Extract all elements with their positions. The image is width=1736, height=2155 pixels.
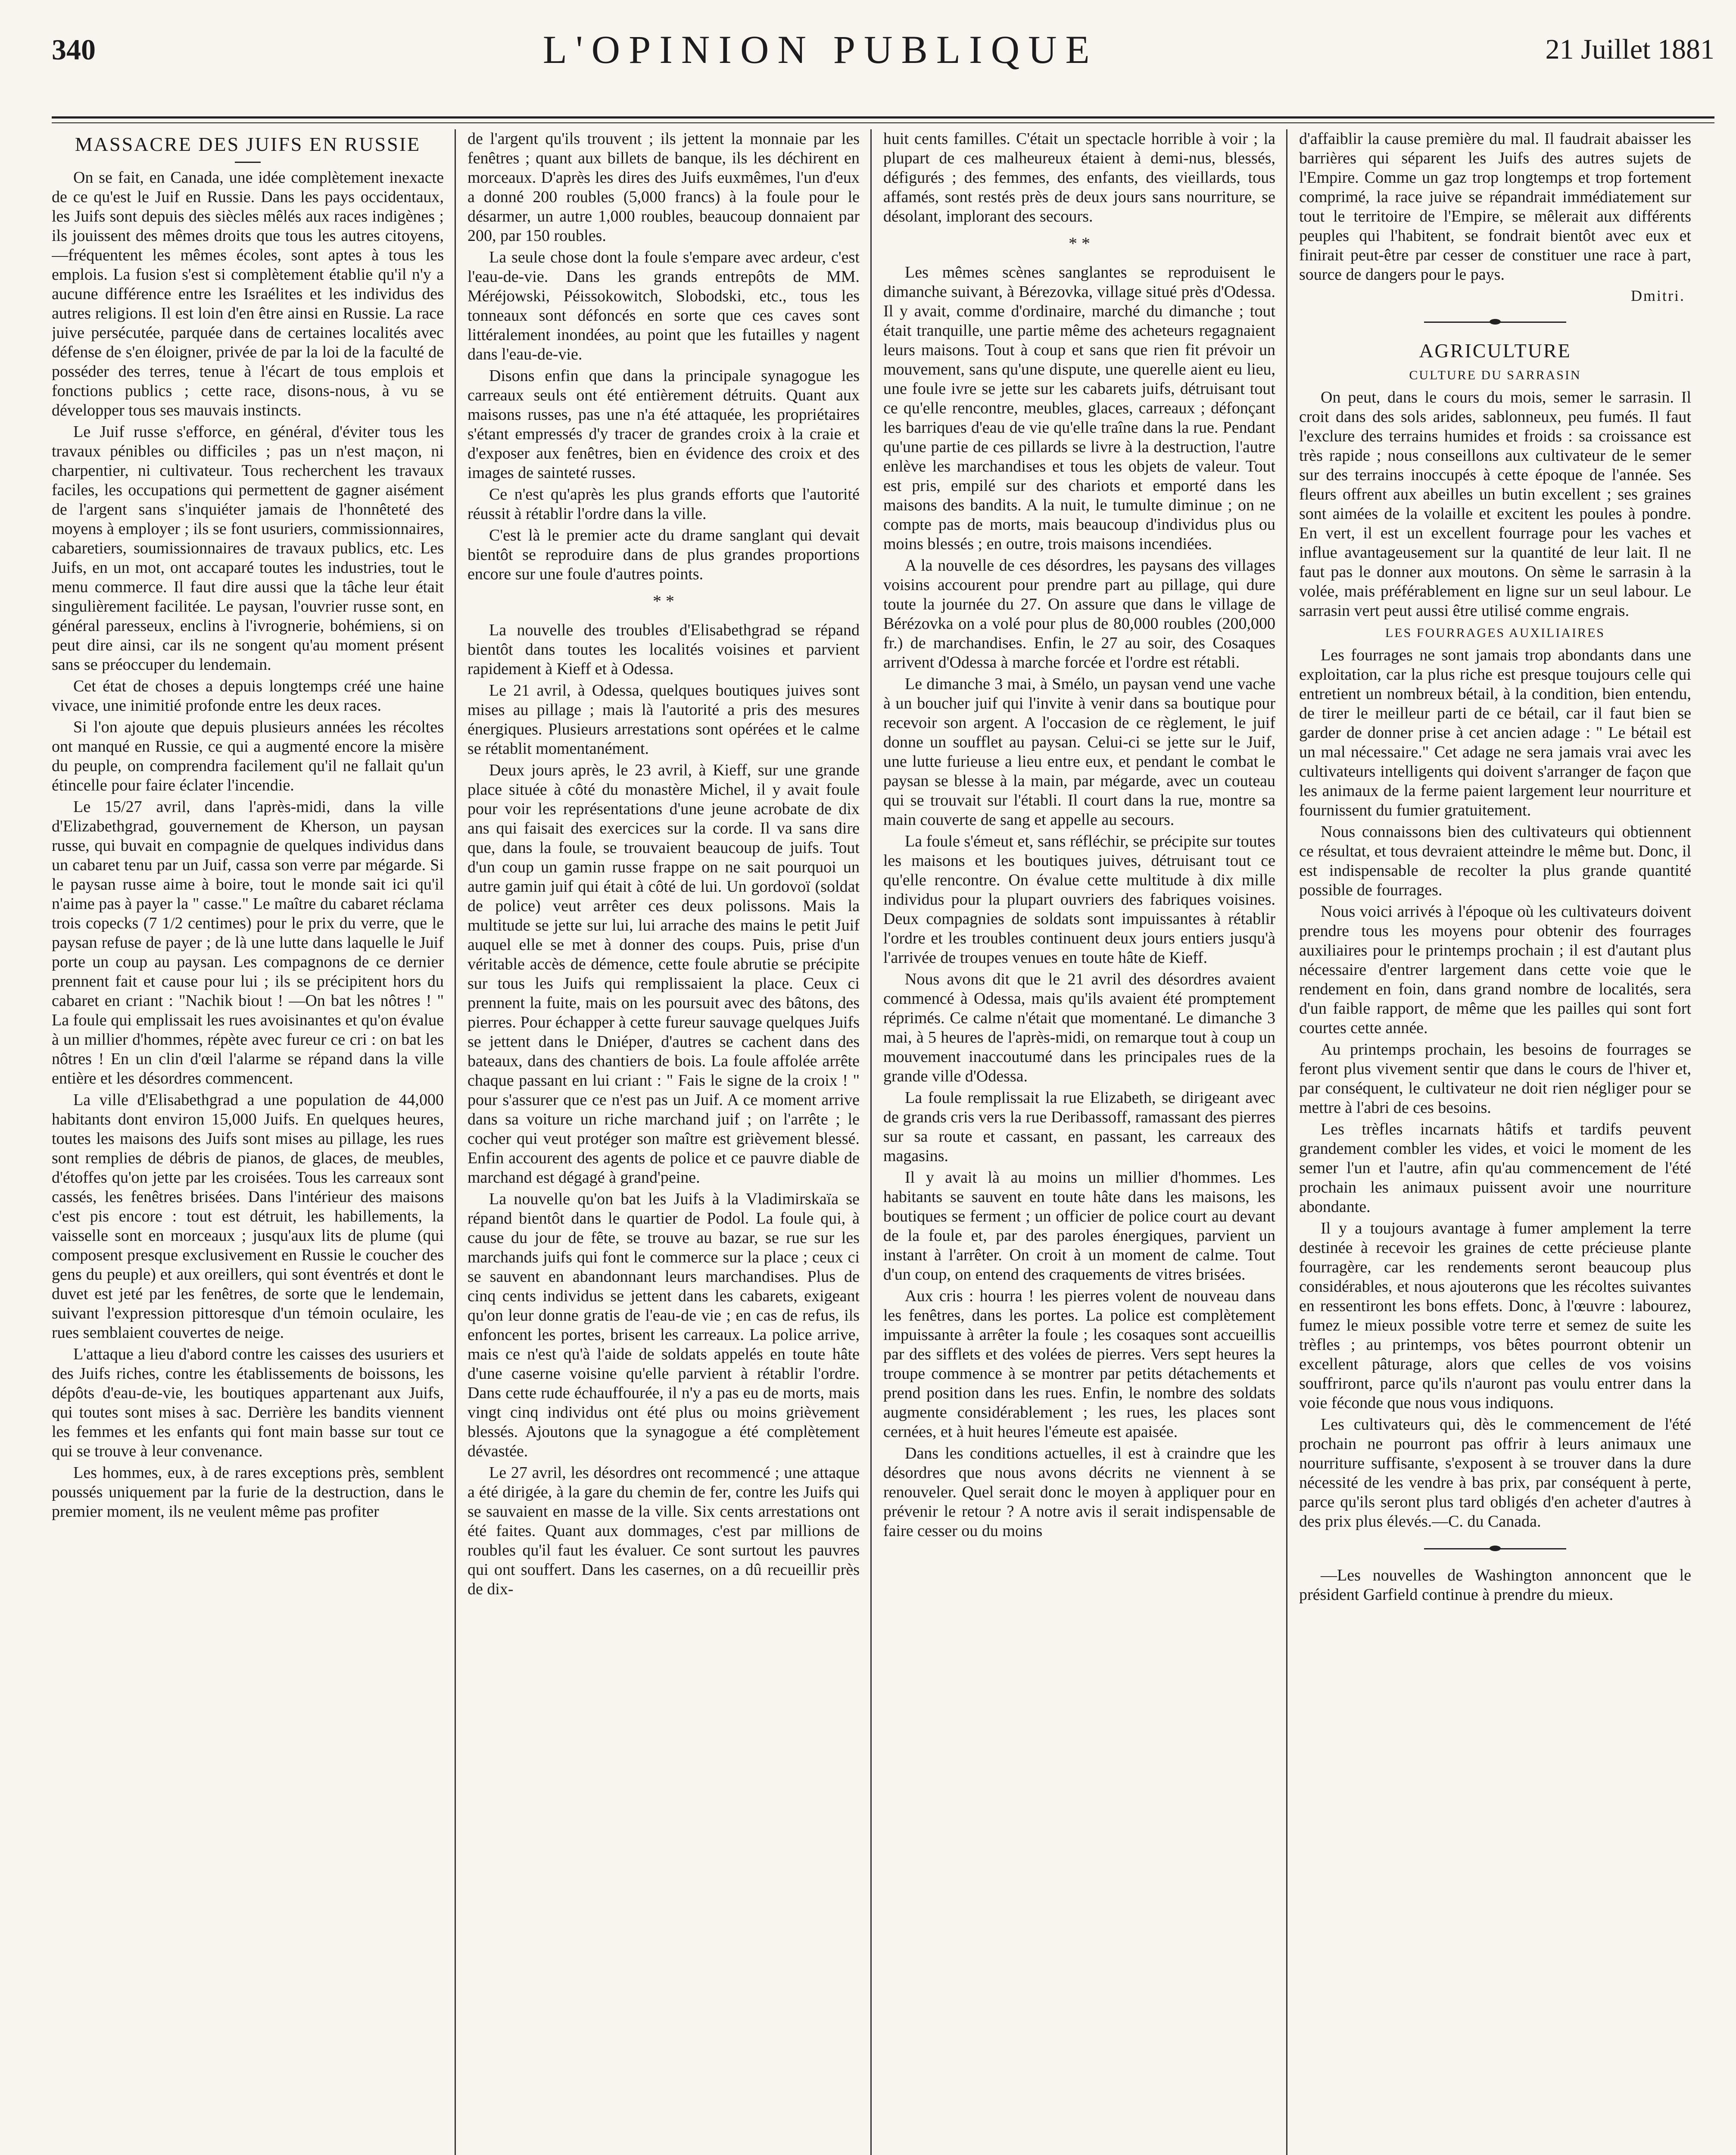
section-ornament <box>1424 318 1566 326</box>
issue-date: 21 Juillet 1881 <box>1545 34 1714 65</box>
article-heading: MASSACRE DES JUIFS EN RUSSIE <box>75 133 421 155</box>
paragraph: Deux jours après, le 23 avril, à Kieff, sur une grande place située à côté du monastère Michel, il y avait foule pour voir les représentations d'une jeune acrobate de dix ans qui faisait des exercices sur la corde. Il va sans dire que, dans la foule, se trouvaient beaucoup de juifs. Tout d'un coup un gamin russe frappe on ne sait pourquoi un autre gamin juif qui était à côté de lui. Un gordovoï (soldat de police) veut arrêter ces deux polissons. Mais la multitude se jette sur lui, lui arrache des mains le petit Juif auquel elle se met à donner des coups. Puis, prise d'un véritable accès de démence, cette foule abrutie se précipite sur tous les Juifs qui remplissaient la place. Ceux ci prennent la fuite, mais on les poursuit avec des bâtons, des pierres. Pour échapper à cette fureur sauvage quelques Juifs se jettent dans le Dniéper, d'autres se cachent dans des bateaux, dans des chantiers de bois. La foule affolée arrête chaque passant en lui criant : " Fais le signe de la croix ! " pour s'assurer que ce n'est pas un Juif. A ce moment arrive dans sa voiture un riche marchand juif ; on l'arrête ; le cocher qui veut protéger son maître est grièvement blessé. Enfin accourent des agents de police et ce pauvre diable de marchand est dégagé à grand'peine. <box>468 761 860 1187</box>
column-rule <box>870 129 872 2155</box>
section-ornament <box>1424 1544 1566 1553</box>
author-signature: Dmitri. <box>1631 287 1685 304</box>
column-2 <box>468 129 860 2155</box>
page-number: 340 <box>52 33 96 66</box>
paragraph: Dans les conditions actuelles, il est à craindre que les désordres que nous avons décrits ne viennent à se renouveler. Quel serait donc le moyen à appliquer pour en prévenir le retour ? A notre avis il serait indispensable de faire cesser ou du moins <box>883 1444 1275 1540</box>
heading-dash <box>235 162 261 163</box>
paragraph: d'affaiblir la cause première du mal. Il faudrait abaisser les barrières qui séparent les Juifs des autres sujets de l'Empire. Comme un gaz trop longtemps et trop fortement comprimé, la race juive se répandrait immédiatement sur tout le territoire de l'Empire, se mêlerait aux différents peuples qui l'habitent, se fondrait bientôt avec eux et finirait peut-être par cesser de constituer une race à part, source de dangers pour le pays. <box>1299 130 1691 284</box>
paragraph: Au printemps prochain, les besoins de fourrages se feront plus vivement sentir que dans le cours de l'hiver et, par conséquent, le cultivateur ne doit rien négliger pour se mettre à l'abri de ces besoins. <box>1299 1040 1691 1117</box>
paragraph: Nous connaissons bien des cultivateurs qui obtiennent ce résultat, et tous devraient atteindre le même but. Donc, il est indispensable de recolter la plus grande quantité possible de fourrages. <box>1299 823 1691 899</box>
columns <box>52 129 1714 2155</box>
paragraph: Nous voici arrivés à l'époque où les cultivateurs doivent prendre tous les moyens pour obtenir des fourrages auxiliaires pour le printemps prochain ; il est d'autant plus nécessaire d'entrer largement dans cette voie que le rendement en foin, dans grand nombre de localités, sera d'un faible rapport, de même que les pailles qui sont fort courtes cette année. <box>1299 903 1691 1037</box>
paragraph: huit cents familles. C'était un spectacle horrible à voir ; la plupart de ces malheureux étaient à demi-nus, blessés, défigurés ; des femmes, des enfants, des vieillards, tous affamés, sont restés près de deux jours sans nourriture, se désolant, implorant des secours. <box>883 130 1275 225</box>
paragraph: On se fait, en Canada, une idée complètement inexacte de ce qu'est le Juif en Russie. Dans les pays occidentaux, les Juifs sont depuis des siècles mêlés aux races indigènes ; ils jouissent des mêmes droits que tous les autres citoyens,—fréquentent les mêmes écoles, sont aptes à tous les emplois. La fusion s'est si complètement établie qu'il n'y a aucune différence entre les Israélites et les individus des autres religions. Il est loin d'en être ainsi en Russie. La race juive persécutée, parquée dans de certaines localités avec défense de s'en éloigner, privée de par la loi de la faculté de posséder des terres, tenue à l'écart de tous emplois et fonctions publics ; cette race, disons-nous, à vu se développer tous ses mauvais instincts. <box>52 169 444 419</box>
paragraph: Cet état de choses a depuis longtemps créé une haine vivace, une inimitié profonde entre les deux races. <box>52 677 444 715</box>
paragraph: Le 21 avril, à Odessa, quelques boutiques juives sont mises au pillage ; mais là l'autorité a pris des mesures énergiques. Plusieurs arrestations sont opérées et le calme se rétablit momentanément. <box>468 681 860 758</box>
paragraph: Il y a toujours avantage à fumer amplement la terre destinée à recevoir les graines de cette précieuse plante fourragère, car les rendements seront beaucoup plus considérables, et nous ajouterons que les récoltes suivantes en ressentiront les bons effets. Donc, à l'œuvre : labourez, fumez le mieux possible votre terre et semez de suite les trèfles ; au printemps, vos bêtes pourront obtenir un excellent pâturage, alors que celles de vos voisins souffriront, parce qu'ils n'auront pas voulu entrer dans la voie féconde que nous vous indiquons. <box>1299 1219 1691 1412</box>
paragraph: Il y avait là au moins un millier d'hommes. Les habitants se sauvent en toute hâte dans les maisons, les boutiques se ferment ; un officier de police court au devant de la foule et, par des paroles énergiques, parvient un instant à l'arrêter. On croit à un moment de calme. Tout d'un coup, on entend des craquements de vitres brisées. <box>883 1168 1275 1284</box>
paragraph: Le 15/27 avril, dans l'après-midi, dans la ville d'Elizabethgrad, gouvernement de Kherson, un paysan russe, qui buvait en compagnie de quelques individus dans un cabaret tenu par un Juif, cassa son verre par mégarde. Si le paysan russe aime à boire, tout le monde sait ici qu'il n'aime pas à payer la " casse." Le maître du cabaret réclama trois copecks (7 1/2 centimes) pour le prix du verre, que le paysan refuse de payer ; de là une lutte dans laquelle le Juif porte un coup au paysan. Les compagnons de ce dernier prennent fait et cause pour lui ; ils se précipitent hors du cabaret en criant : "Nachik biout ! —On bat les nôtres ! " La foule qui emplissait les rues avoisinantes et qu'on évalue à un millier d'hommes, répète avec fureur ce cri : on bat les nôtres ! En un clin d'œil l'alarme se répand dans la ville entière et les désordres commencent. <box>52 798 444 1087</box>
paragraph: La foule s'émeut et, sans réfléchir, se précipite sur toutes les maisons et les boutiques juives, détruisant tout ce qu'elle rencontre. On évalue cette multitude à dix mille individus pour la plupart ouvriers des fabriques voisines. Deux compagnies de soldats sont impuissantes à rétablir l'ordre et les troubles continuent deux jours entiers jusqu'à l'arrivée de troupes venues en toute hâte de Kieff. <box>883 832 1275 967</box>
masthead <box>52 24 1714 75</box>
column-1 <box>52 129 444 2155</box>
masthead-rule <box>52 116 1714 119</box>
article-subheading: CULTURE DU SARRASIN <box>1409 368 1581 382</box>
paragraph: Les hommes, eux, à de rares exceptions près, semblent poussés uniquement par la furie de la destruction, dans le premier moment, ils ne veulent même pas profiter <box>52 1464 444 1521</box>
paragraph: Les trèfles incarnats hâtifs et tardifs peuvent grandement combler les vides, et voici le moment de les semer l'un et l'autre, afin qu'au commencement de l'été prochain les animaux puissent avoir une nourriture abondante. <box>1299 1120 1691 1216</box>
paragraph: La nouvelle des troubles d'Elisabethgrad se répand bientôt dans toutes les localités voisines et parvient rapidement à Kieff et à Odessa. <box>468 621 860 678</box>
column-4 <box>1299 129 1691 2155</box>
paragraph: de l'argent qu'ils trouvent ; ils jettent la monnaie par les fenêtres ; quant aux billets de banque, ils les déchirent en morceaux. D'après les dires des Juifs euxmêmes, l'un d'eux a donné 200 roubles (5,000 francs) à la foule pour le désarmer, un autre 1,000 roubles, beaucoup donnaient par 200, par 150 roubles. <box>468 130 860 245</box>
paragraph: Le Juif russe s'efforce, en général, d'éviter tous les travaux pénibles ou difficiles ; pas un n'est maçon, ni charpentier, ni cultivateur. Tous recherchent les travaux faciles, les occupations qui permettent de gagner aisément de l'argent sans s'inquiéter jamais de l'honnêteté des moyens à employer ; ils se font usuriers, commissionnaires, cabaretiers, soumissionnaires de travaux publics, etc. Les Juifs, en un mot, ont accaparé toutes les industries, tout le menu commerce. Il faut dire aussi que la tâche leur était singulièrement facilitée. Le paysan, l'ouvrier russe sont, en général paresseux, enclins à l'ivrognerie, bohémiens, si on peut dire ainsi, car ils ne songent qu'au moment présent sans se préoccuper du lendemain. <box>52 423 444 674</box>
article-subheading: LES FOURRAGES AUXILIAIRES <box>1385 626 1605 640</box>
paragraph: La ville d'Elisabethgrad a une population de 44,000 habitants dont environ 15,000 Juifs. En quelques heures, toutes les maisons des Juifs sont mises au pillage, les rues sont remplies de débris de pianos, de glaces, de meubles, d'étoffes qu'on jette par les croisées. Tous les carreaux sont cassés, les fenêtres brisées. Dans l'intérieur des maisons c'est pis encore : tout est détruit, les habillements, la vaisselle sont en morceaux ; jusqu'aux lits de plume (qui composent presque exclusivement en Russie le coucher des gens du peuple) et aux oreillers, qui sont éventrés et dont le duvet est jeté par les fenêtres, de sorte que le lendemain, suivant l'expression pittoresque d'un témoin oculaire, les rues semblaient couvertes de neige. <box>52 1091 444 1342</box>
paragraph: Les cultivateurs qui, dès le commencement de l'été prochain ne pourront pas offrir à leurs animaux une nourriture suffisante, s'exposent à se trouver dans la dure nécessité de les vendre à bas prix, par conséquent à perte, parce qu'ils seront plus tard obligés d'en acheter d'autres à des prix plus élevés.—C. du Canada. <box>1299 1415 1691 1530</box>
column-3 <box>883 129 1275 2155</box>
paragraph: A la nouvelle de ces désordres, les paysans des villages voisins accourent pour prendre part au pillage, qui dure toute la journée du 27. On assure que dans le village de Bérézovka on a volé pour plus de 80,000 roubles (200,000 fr.) de marchandises. Enfin, le 27 au soir, des Cosaques arrivent d'Odessa à marche forcée et l'ordre est rétabli. <box>883 556 1275 671</box>
section-stars: * * <box>1069 234 1090 253</box>
section-stars: * * <box>653 591 674 611</box>
paragraph: Ce n'est qu'après les plus grands efforts que l'autorité réussit à rétablir l'ordre dans la ville. <box>468 485 860 523</box>
paragraph: Le 27 avril, les désordres ont recommencé ; une attaque a été dirigée, à la gare du chemin de fer, contre les Juifs qui se sauvaient en masse de la ville. Six cents arrestations ont été faites. Quant aux dommages, c'est par millions de roubles qu'il faut les évaluer. Ce sont surtout les pauvres qui ont souffert. Dans les casernes, on a dû recueillir près de dix- <box>468 1464 860 1598</box>
news-brief: —Les nouvelles de Washington annoncent que le président Garfield continue à prendre du mieux. <box>1299 1566 1691 1604</box>
masthead-rule-thin <box>52 122 1714 123</box>
paragraph: Aux cris : hourra ! les pierres volent de nouveau dans les fenêtres, dans les portes. La police est complètement impuissante à arrêter la foule ; les cosaques sont accueillis par des sifflets et des volées de pierres. Vers sept heures la troupe commence à se montrer par petits détachements et prend position dans les rues. Enfin, le nombre des soldats augmente considérablement ; les rues, les places sont cernées, et à huit heures l'émeute est apaisée. <box>883 1287 1275 1441</box>
paragraph: La seule chose dont la foule s'empare avec ardeur, c'est l'eau-de-vie. Dans les grands entrepôts de MM. Méréjowski, Péissokowitch, Slobodski, etc., tous les tonneaux sont défoncés en sorte que ces caves sont littéralement inondées, au point que les futailles y nagent dans l'eau-de-vie. <box>468 248 860 363</box>
paragraph: Le dimanche 3 mai, à Smélo, un paysan vend une vache à un boucher juif qui l'invite à venir dans sa boutique pour recevoir son argent. A l'occasion de ce règlement, le juif donne un soufflet au paysan. Celui-ci se jette sur le Juif, une lutte furieuse a lieu entre eux, et pendant le combat le paysan se blesse à la main, par mégarde, avec un couteau qui se trouvait sur l'établi. Il court dans la rue, montre sa main couverte de sang et appelle au secours. <box>883 675 1275 829</box>
paragraph: C'est là le premier acte du drame sanglant qui devait bientôt se reproduire dans de plus grandes proportions encore sur une foule d'autres points. <box>468 526 860 583</box>
paragraph: Les fourrages ne sont jamais trop abondants dans une exploitation, car la plus riche est presque toujours celle qui entretient un nombreux bétail, à la condition, bien entendu, de tirer le meilleur parti de ce bétail, car il faut bien se garder de donner prise à cet ancien adage : " Le bétail est un mal nécessaire." Cet adage ne sera jamais vrai avec les cultivateurs intelligents qui doivent s'arranger de façon que les animaux de la ferme paient largement leur nourriture et fournissent du fumier gratuitement. <box>1299 646 1691 819</box>
column-rule <box>1286 129 1287 2155</box>
paragraph: On peut, dans le cours du mois, semer le sarrasin. Il croit dans des sols arides, sablonneux, peu fumés. Il faut l'exclure des terrains humides et froids : sa croissance est très rapide ; nous conseillons aux cultivateur de le semer sur des terrains inoccupés à cette époque de l'année. Ses fleurs offrent aux abeilles un butin excellent ; ses graines sont aimées de la volaille et excitent les poules à pondre. En vert, il est un excellent fourrage pour les vaches et influe avantageusement sur la quantité de leur lait. Il ne faut pas le donner aux moutons. On sème le sarrasin à la volée, mais préférablement en ligne sur un seul labour. Le sarrasin vert peut aussi être utilisé comme engrais. <box>1299 388 1691 620</box>
paragraph: Les mêmes scènes sanglantes se reproduisent le dimanche suivant, à Bérezovka, village situé près d'Odessa. Il y avait, comme d'ordinaire, marché du dimanche ; tout était tranquille, une partie même des acheteurs regagnaient leurs maisons. Tout à coup et sans que rien fit prévoir un mouvement, sans qu'une dispute, une querelle aient eu lieu, une foule ivre se jette sur les cabarets juifs, détruisant tout ce qu'elle rencontre, meubles, glaces, carreaux ; défonçant les barriques d'eau de vie qu'elle traîne dans la rue. Pendant qu'une partie de ces pillards se livre à la destruction, l'autre enlève les marchandises et tous les objets de valeur. Tout est pris, empilé sur des chariots et emporté dans les maisons des bandits. A la nuit, le tumulte diminue ; on ne compte pas de morts, mais beaucoup d'individus plus ou moins blessés ; en outre, trois maisons incendiées. <box>883 263 1275 553</box>
article-heading: AGRICULTURE <box>1419 340 1571 362</box>
newspaper-title: L'OPINION PUBLIQUE <box>542 28 1098 72</box>
paragraph: L'attaque a lieu d'abord contre les caisses des usuriers et des Juifs riches, contre les établissements de boissons, les dépôts d'eau-de-vie, les boutiques appartenant aux Juifs, qui toutes sont mises à sac. Derrière les bandits viennent les femmes et les enfants qui font main basse sur tout ce qui se trouve à leur convenance. <box>52 1345 444 1460</box>
paragraph: La foule remplissait la rue Elizabeth, se dirigeant avec de grands cris vers la rue Deribassoff, ramassant des pierres sur sa route et cassant, en passant, les carreaux des magasins. <box>883 1089 1275 1165</box>
paragraph: Disons enfin que dans la principale synagogue les carreaux seuls ont été entièrement détruits. Quant aux maisons russes, pas une n'a été attaquée, les propriétaires s'étant empressés d'y tracer de grandes croix à la craie et d'exposer aux fenêtres, bien en évidence des croix et des images de sainteté russes. <box>468 367 860 482</box>
column-rule <box>455 129 456 2155</box>
paragraph: Nous avons dit que le 21 avril des désordres avaient commencé à Odessa, mais qu'ils avaient été promptement réprimés. Ce calme n'était que momentané. Le dimanche 3 mai, à 5 heures de l'après-midi, on remarque tout à coup un mouvement inaccoutumé dans les principales rues de la grande ville d'Odessa. <box>883 970 1275 1085</box>
paragraph: Si l'on ajoute que depuis plusieurs années les récoltes ont manqué en Russie, ce qui a augmenté encore la misère du peuple, on comprendra facilement qu'il ne fallait qu'un étincelle pour faire éclater l'incendie. <box>52 718 444 794</box>
paragraph: La nouvelle qu'on bat les Juifs à la Vladimirskaïa se répand bientôt dans le quartier de Podol. La foule qui, à cause du jour de fête, se trouve au bazar, se rue sur les marchands juifs qui font le commerce sur la place ; ceux ci se sauvent en abandonnant leurs marchandises. Plus de cinq cents individus se jettent dans les cabarets, exigeant qu'on leur donne gratis de l'eau-de vie ; en cas de refus, ils enfoncent les portes, brisent les carreaux. La police arrive, mais ce n'est qu'à l'aide de soldats appelés en toute hâte d'une caserne voisine qu'elle parvient à rétablir l'ordre. Dans cette rude échauffourée, il n'y a pas eu de morts, mais vingt cinq individus ont été plus ou moins grièvement blessés. Ajoutons que la synagogue a été complètement dévastée. <box>468 1190 860 1460</box>
